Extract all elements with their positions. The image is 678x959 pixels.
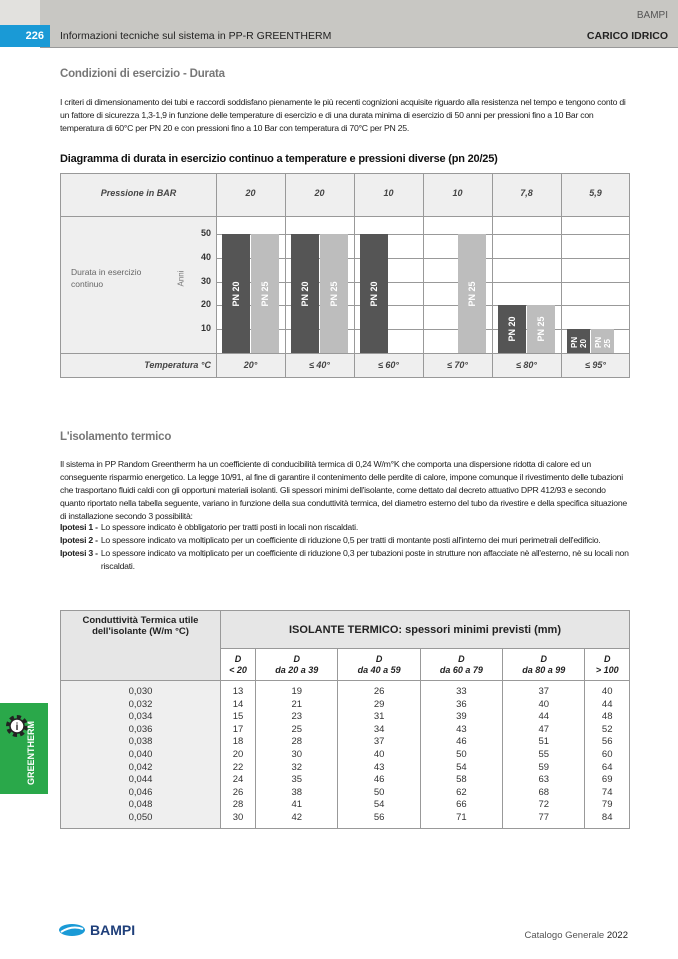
column-header-range: da 60 a 79 [439, 664, 483, 675]
column-header-d: D [293, 653, 301, 664]
thickness-cell: 56 [585, 736, 630, 749]
thickness-cell: 28 [221, 799, 256, 812]
thickness-cell: 43 [420, 724, 502, 737]
page-number: 226 [0, 25, 50, 47]
hypothesis-text: Lo spessore indicato va moltiplicato per un coefficiente di riduzione 0,5 per tratti di montante posti all'interno dei muri perimetrali dell'edificio. [100, 535, 601, 545]
thickness-cell: 63 [503, 774, 585, 787]
thickness-cell: 50 [338, 787, 420, 800]
conductivity-cell: 0,030 [61, 681, 221, 699]
row-header: Conduttività Termica utile dell'isolante (W/m °C) [61, 611, 221, 681]
conductivity-cell: 0,042 [61, 762, 221, 775]
thickness-cell: 38 [256, 787, 338, 800]
thickness-cell: 62 [420, 787, 502, 800]
conductivity-cell: 0,048 [61, 799, 221, 812]
header-top-band [40, 0, 678, 25]
thickness-cell: 24 [221, 774, 256, 787]
thickness-cell: 84 [585, 812, 630, 828]
pressure-value: 5,9 [589, 188, 602, 198]
y-tick-label: 40 [200, 251, 211, 262]
column-divider [354, 174, 355, 377]
bar-pn-25 [527, 305, 555, 353]
bar-label: PN 20 [569, 336, 588, 349]
thickness-cell: 15 [221, 711, 256, 724]
pressure-value: 7,8 [520, 188, 533, 198]
catalog-year: 2022 [606, 930, 628, 941]
bar-pn-25 [251, 234, 279, 353]
pressure-value: 20 [245, 188, 256, 198]
y-axis-label: Anni [176, 270, 186, 287]
thickness-cell: 74 [585, 787, 630, 800]
hypothesis-item [60, 521, 632, 534]
header-divider [40, 47, 678, 48]
chart-title: Diagramma di durata in esercizio continuo a temperature e pressioni diverse (pn 20/25) [60, 153, 498, 165]
column-header-d: D [375, 653, 383, 664]
temperature-value: ≤ 60° [377, 360, 400, 370]
thickness-cell: 23 [256, 711, 338, 724]
column-header [221, 649, 256, 681]
thickness-cell: 71 [420, 812, 502, 828]
bar-label: PN 25 [467, 280, 477, 307]
thickness-cell: 39 [420, 711, 502, 724]
column-header [256, 649, 338, 681]
table-row [61, 736, 630, 749]
thickness-cell: 60 [585, 749, 630, 762]
thickness-cell: 40 [503, 699, 585, 712]
catalog-name: Catalogo Generale [524, 930, 605, 941]
sidebar-label: GREENTHERM [26, 720, 36, 785]
thickness-cell: 17 [221, 724, 256, 737]
thickness-cell: 36 [420, 699, 502, 712]
table-row [61, 699, 630, 712]
pressure-value: 10 [452, 188, 463, 198]
thickness-cell: 18 [221, 736, 256, 749]
y-tick-label: 10 [200, 323, 211, 334]
bar-pn-25 [458, 234, 486, 353]
hypothesis-label: Ipotesi 2 - [60, 535, 98, 545]
column-header-range: da 40 a 59 [357, 664, 401, 675]
thickness-cell: 20 [221, 749, 256, 762]
thickness-cell: 13 [221, 681, 256, 699]
table-row [61, 812, 630, 828]
hypotheses-list [60, 521, 632, 573]
column-header-d: D [458, 653, 465, 664]
bar-label: PN 25 [260, 280, 270, 307]
group-header: ISOLANTE TERMICO: spessori minimi previsti (mm) [221, 611, 630, 649]
temperature-value: ≤ 40° [308, 360, 331, 370]
thickness-cell: 40 [585, 681, 630, 699]
header-corner [0, 0, 40, 25]
thickness-cell: 37 [503, 681, 585, 699]
conductivity-cell: 0,046 [61, 787, 221, 800]
conductivity-cell: 0,032 [61, 699, 221, 712]
bar-label: PN 20 [231, 280, 241, 307]
thickness-cell: 44 [585, 699, 630, 712]
header-row-line [61, 216, 629, 217]
column-header [585, 649, 630, 681]
hypothesis-item [60, 547, 632, 573]
bar-pn-25 [320, 234, 348, 353]
header-title: Informazioni tecniche sul sistema in PP-R GREENTHERM [60, 30, 332, 42]
conductivity-cell: 0,036 [61, 724, 221, 737]
logo-icon [58, 923, 86, 937]
thickness-cell: 46 [420, 736, 502, 749]
conductivity-cell: 0,050 [61, 812, 221, 828]
thickness-cell: 14 [221, 699, 256, 712]
thickness-cell: 79 [585, 799, 630, 812]
temperature-value: ≤ 95° [584, 360, 607, 370]
thickness-cell: 29 [338, 699, 420, 712]
table-row [61, 799, 630, 812]
column-header-d: D [603, 653, 611, 664]
column-header [338, 649, 420, 681]
y-tick-label: 20 [200, 299, 211, 310]
thickness-cell: 44 [503, 711, 585, 724]
column-divider [561, 174, 562, 377]
thickness-cell: 48 [585, 711, 630, 724]
thickness-cell: 37 [338, 736, 420, 749]
column-header-range: da 20 a 39 [275, 664, 319, 675]
y-tick-label: 30 [200, 275, 211, 286]
svg-text:i: i [15, 722, 19, 733]
section-text-durata: I criteri di dimensionamento dei tubi e raccordi soddisfano pienamente le più recenti cognizioni acquisite riguardo alla resistenza nel tempo e tengono conto di un fattore di sicurezza 1,3-1,9 in funzione delle temperature di esercizio e di una durata minima di esercizio di 50 anni per pressioni fino a 10 Bar con temperatura di 60°C per PN 20 e con pressioni fino a 10 Bar con temperatura di 70°C per PN 25. [60, 97, 626, 133]
thickness-cell: 43 [338, 762, 420, 775]
thickness-cell: 69 [585, 774, 630, 787]
thickness-cell: 46 [338, 774, 420, 787]
thickness-cell: 22 [221, 762, 256, 775]
pressure-value: 10 [383, 188, 394, 198]
hypothesis-text: Lo spessore indicato va moltiplicato per un coefficiente di riduzione 0,3 per tubazioni poste in strutture non affacciate nè all'esterno, nè su locali non riscaldati. [100, 548, 629, 571]
bar-label: PN 20 [507, 316, 517, 342]
header-section: CARICO IDRICO [586, 30, 668, 42]
row-label: Durata in esercizio continuo [71, 267, 142, 289]
hypothesis-label: Ipotesi 3 - [60, 548, 98, 558]
section-title-isolamento: L'isolamento termico [60, 431, 172, 443]
thickness-cell: 50 [420, 749, 502, 762]
thickness-cell: 56 [338, 812, 420, 828]
thickness-cell: 42 [256, 812, 338, 828]
hypothesis-text: Lo spessore indicato è obbligatorio per tratti posti in locali non riscaldati. [100, 522, 359, 532]
sidebar-tab [0, 703, 48, 794]
table-row [61, 749, 630, 762]
bar-pn-20 [567, 329, 590, 353]
logo-text: BAMPI [90, 922, 136, 938]
thickness-cell: 28 [256, 736, 338, 749]
thickness-cell: 40 [338, 749, 420, 762]
bar-pn-20 [222, 234, 250, 353]
bar-label: PN 20 [369, 280, 379, 307]
pressure-value: 20 [314, 188, 325, 198]
header-brand: BAMPI [636, 10, 668, 21]
table-row [61, 681, 630, 699]
bar-label: PN 20 [300, 280, 310, 307]
bampi-logo [58, 922, 135, 938]
pressure-label: Pressione in BAR [100, 188, 177, 198]
thickness-cell: 25 [256, 724, 338, 737]
thickness-cell: 55 [503, 749, 585, 762]
duration-chart [60, 173, 630, 378]
bar-pn-20 [498, 305, 526, 353]
bar-label: PN 25 [536, 316, 546, 342]
section-title-durata: Condizioni di esercizio - Durata [60, 68, 225, 80]
thickness-cell: 21 [256, 699, 338, 712]
temperature-label: Temperatura °C [144, 360, 211, 370]
bar-label: PN 25 [329, 280, 339, 307]
thickness-cell: 32 [256, 762, 338, 775]
thickness-cell: 35 [256, 774, 338, 787]
thickness-cell: 58 [420, 774, 502, 787]
thickness-cell: 47 [503, 724, 585, 737]
column-header-d: D [234, 653, 242, 664]
column-divider [492, 174, 493, 377]
table-row [61, 762, 630, 775]
temperature-value: 20° [243, 360, 258, 370]
column-header [420, 649, 502, 681]
thickness-cell: 64 [585, 762, 630, 775]
thickness-cell: 77 [503, 812, 585, 828]
thickness-cell: 66 [420, 799, 502, 812]
hypothesis-item [60, 534, 632, 547]
section-text-isolamento: Il sistema in PP Random Greentherm ha un coefficiente di conducibilità termica di 0,24 W/m°K che comporta una dispersione ridotta di calore ed un conseguente risparmio energetico. La legge 10/91, al fine di garantire il contenimento delle perdite di calore, impone comunque il rivestimento delle tubazioni che trasportano fluidi caldi con gli opportuni materiali isolanti. Gli spessori minimi dell'isolante, come dettato dal decreto attuativo DPR 412/93 e secondo quanto riportato nella tabella seguente, variano in funzione della sua conduttività termica, del diametro esterno del tubo da rivestire e della specifica situazione di installazione secondo 3 possibilità: [60, 459, 628, 521]
bar-label: PN 25 [593, 336, 612, 349]
thickness-cell: 54 [420, 762, 502, 775]
thickness-cell: 54 [338, 799, 420, 812]
footer-catalog [524, 930, 628, 941]
table-row [61, 787, 630, 800]
bar-pn-25 [591, 329, 614, 353]
conductivity-cell: 0,034 [61, 711, 221, 724]
thickness-cell: 68 [503, 787, 585, 800]
conductivity-cell: 0,038 [61, 736, 221, 749]
table-row [61, 724, 630, 737]
thickness-cell: 31 [338, 711, 420, 724]
column-header-d: D [540, 653, 547, 664]
thickness-cell: 26 [221, 787, 256, 800]
conductivity-cell: 0,040 [61, 749, 221, 762]
thickness-cell: 72 [503, 799, 585, 812]
thickness-cell: 30 [256, 749, 338, 762]
hypothesis-label: Ipotesi 1 - [60, 522, 98, 532]
thickness-cell: 33 [420, 681, 502, 699]
y-tick-label: 50 [200, 228, 211, 238]
table-row [61, 711, 630, 724]
thickness-cell: 26 [338, 681, 420, 699]
column-header-range: da 80 a 99 [522, 664, 566, 675]
insulation-table [60, 610, 630, 829]
column-header [503, 649, 585, 681]
bar-pn-20 [360, 234, 388, 353]
thickness-cell: 19 [256, 681, 338, 699]
thickness-cell: 51 [503, 736, 585, 749]
thickness-cell: 59 [503, 762, 585, 775]
column-header-range: > 100 [595, 664, 619, 675]
bar-pn-20 [291, 234, 319, 353]
column-divider [423, 174, 424, 377]
baseline [61, 353, 629, 354]
column-divider [285, 174, 286, 377]
thickness-cell: 41 [256, 799, 338, 812]
temperature-value: ≤ 70° [446, 360, 469, 370]
thickness-cell: 52 [585, 724, 630, 737]
table-row [61, 774, 630, 787]
column-header-range: < 20 [229, 664, 247, 675]
thickness-cell: 34 [338, 724, 420, 737]
temperature-value: ≤ 80° [515, 360, 538, 370]
conductivity-cell: 0,044 [61, 774, 221, 787]
column-divider [216, 174, 217, 377]
thickness-cell: 30 [221, 812, 256, 828]
